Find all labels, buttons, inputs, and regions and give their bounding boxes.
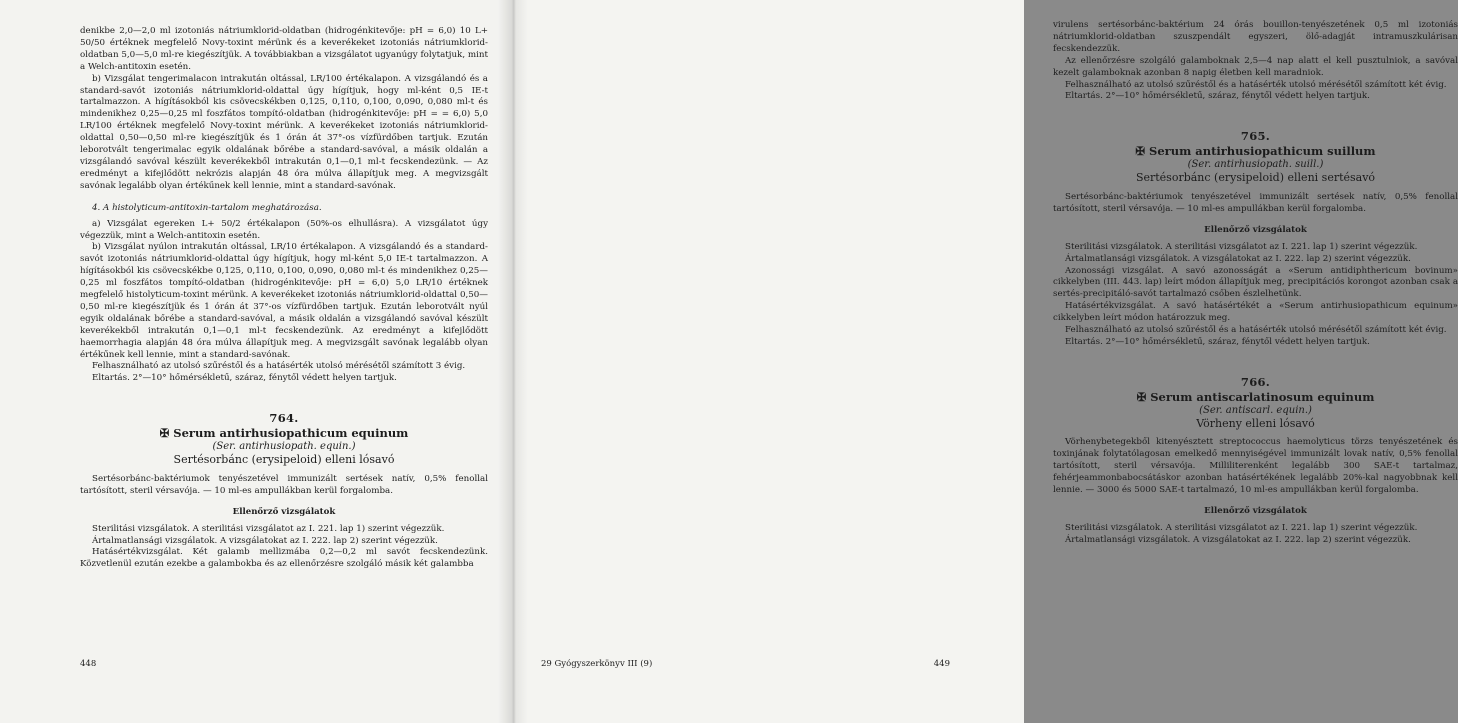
- control-heading: Ellenőrző vizsgálatok: [1204, 506, 1307, 516]
- paragraph: a) Vizsgálat egereken L+ 50/2 értékalapon (50%-os elhullásra). A vizsgálatot úgy végezzük, mint a Welch-antitoxin esetén.: [80, 218, 488, 241]
- control-item: Sterilitási vizsgálatok. A sterilitási vizsgálatot az I. 221. lap 1) szerint végezzük.: [1065, 241, 1418, 252]
- section-heading: 4. A histolyticum-antitoxin-tartalom meghatározása.: [92, 202, 322, 213]
- page-number: 449: [933, 659, 950, 669]
- control-heading: Ellenőrző vizsgálatok: [1204, 224, 1307, 235]
- entry-name: Sertésorbánc (erysipeloid) elleni lósavó: [173, 453, 395, 466]
- entry-number: 765.: [1240, 129, 1271, 144]
- control-heading: Ellenőrző vizsgálatok: [232, 506, 336, 517]
- control-item: Sterilitási vizsgálatok. A sterilitási vizsgálatot az I. 221. lap 1) szerint végezzük.: [1065, 522, 1418, 533]
- control-item: Hatásértékvizsgálat. Két galamb mellizmába 0,2—0,2 ml savót fecskendezünk. Közvetlenül ezután ezekbe a galambokba és az ellenőrzésre szolgáló másik két galambba: [80, 547, 488, 570]
- control-item: Ártalmatlansági vizsgálatok. A vizsgálatokat az I. 222. lap 2) szerint végezzük.: [92, 535, 438, 546]
- page-number: 448: [80, 659, 97, 669]
- paragraph: b) Vizsgálat nyúlon intrakután oltással, LR/10 értékalapon. A vizsgálandó és a standard-savót izotoniás nátriumklorid-oldattal úgy hígítjuk, hogy ml-ként 5,0 IE-t tartalmazzon. A hígításokból kis csövecskékbe 0,125, 0,110, 0,100, 0,090, 0,080 ml-t és mindenikhez 0,25—0,25 ml foszfátos tompító-oldatban (hidrogénkitevője: pH = 6,0) 5,0 LR/10 értéknek megfelelő histolyticum-toxint mérünk. A keverékeket izotoniás nátriumklorid-oldattal 0,50—0,50 ml-re kiegészítjük és 1 órán át 37°-os vízfürdőben tartjuk. Ezután leborotvált nyúl egyik oldalának bőrébe a standard-savóval, a másik oldalán a vizsgálandó savóval készült keverékekből intrakután 0,1—0,1 ml-t fecskendezünk. Az eredményt a kifejlődött haemorrhagia alapján 48 óra múlva állapítjuk meg. A megvizsgált savónak legalább olyan értékűnek kell lennie, mint a standard-savónak.: [80, 242, 488, 360]
- paragraph: b) Vizsgálat tengerimalacon intrakután oltással, LR/100 értékalapon. A vizsgálandó és a standard-savót izotoniás nátriumklorid-oldattal úgy hígítjuk, hogy ml-ként 0,5 IE-t tartalmazzon. A hígításokból kis csövecskékben 0,125, 0,110, 0,100, 0,090, 0,080 ml-t és mindenikhez 0,25—0,25 ml foszfátos tompító-oldatban (hidrogénkitevője: pH = = 6,0) 5,0 LR/100 értéknek megfelelő Novy-toxint mérünk. A keverékeket izotoniás nátriumklorid-oldattal 0,50—0,50 ml-re kiegészítjük és 1 órán át 37°-os vízfürdőben tartjuk. Ezután leborotvált tengerimalac egyik oldalának bőrébe a standard-savóval, a másik oldalán a vizsgálandó savóval készült keverékekből intrakután 0,1—0,1 ml-t fecskendezünk. — Az eredményt a kifejlődött nekrózis alapján 48 óra múlva állapítjuk meg. A megvizsgált savónak legalább olyan értékűnek kell lennie, mint a standard-savónak.: [80, 73, 488, 191]
- entry-title: ✠ Serum antirhusiopathicum equinum: [159, 426, 409, 441]
- control-item: Ártalmatlansági vizsgálatok. A vizsgálatokat az I. 222. lap 2) szerint végezzük.: [1065, 253, 1411, 264]
- entry-title: ✠ Serum antirhusiopathicum suillum: [1135, 144, 1376, 159]
- left-column: [80, 26, 488, 571]
- entry-abbreviation: (Ser. antirhusiopath. suill.): [1187, 159, 1324, 171]
- signature-mark: 29 Gyógyszerkönyv III (9): [541, 659, 653, 669]
- paragraph: Az ellenőrzésre szolgáló galamboknak 2,5—4 nap alatt el kell pusztulniok, a savóval kezelt galamboknak azonban 8 napig életben kell maradniok.: [1053, 55, 1458, 78]
- paragraph: denikbe 2,0—2,0 ml izotoniás nátriumklorid-oldatban (hidrogénkitevője: pH = 6,0) 10 L+ 50/50 értéknek megfelelő Novy-toxint mérünk és a keverékeket izotoniás nátriumklorid-oldatban 5,0—5,0 ml-re kiegészítjük. A továbbiakban a vizsgálatot ugyanúgy folytatjuk, mint a Welch-antitoxin esetén.: [80, 26, 488, 72]
- entry-number: 766.: [1240, 374, 1271, 389]
- control-item: Hatásértékvizsgálat. A savó hatásértékét a «Serum antirhusiopathicum equinum» cikkelyben leírt módon határozzuk meg.: [1053, 301, 1458, 324]
- entry-name: Sertésorbánc (erysipeloid) elleni sertésavó: [1135, 171, 1376, 185]
- control-item: Sterilitási vizsgálatok. A sterilitási vizsgálatot az I. 221. lap 1) szerint végezzük.: [92, 523, 445, 534]
- entry-abbreviation: (Ser. antiscarl. equin.): [1199, 404, 1312, 416]
- paragraph: Felhasználható az utolsó szűréstől és a hatásérték utolsó mérésétől számított két évig.: [1065, 79, 1447, 90]
- paragraph: Eltartás. 2°—10° hőmérsékletű, száraz, fénytől védett helyen tartjuk.: [92, 373, 397, 384]
- right-page: [512, 0, 1458, 723]
- book-gutter-shadow: [498, 0, 528, 723]
- control-item: Eltartás. 2°—10° hőmérsékletű, száraz, fénytől védett helyen tartjuk.: [1065, 336, 1370, 347]
- entry-name: Vörheny elleni lósavó: [1196, 416, 1315, 430]
- paragraph: virulens sertésorbánc-baktérium 24 órás bouillon-tenyészetének 0,5 ml izotoniás nátriumklorid-oldatban szuszpendált egyszeri, ölő-adagját intramuszkulárisan fecskendezzük.: [1053, 20, 1458, 54]
- control-item: Azonossági vizsgálat. A savó azonosságát a «Serum antidiphthericum bovinum» cikkelyben (III. 443. lap) leírt módon állapítjuk meg, precipitációs korongot azonban csak a sertés-precipitáló-savót tartalmazó csőben észlelhetünk.: [1053, 265, 1458, 300]
- entry-title: ✠ Serum antiscarlatinosum equinum: [1136, 389, 1375, 404]
- left-page: [0, 0, 512, 723]
- control-item: Ártalmatlansági vizsgálatok. A vizsgálatokat az I. 222. lap 2) szerint végezzük.: [1065, 534, 1411, 545]
- entry-body: Vörhenybetegekből kitenyésztett streptococcus haemolyticus törzs tenyészetének és toxinjának folytatólagosan emelkedő mennyiségével immunizált lovak natív, 0,5% fenollal tartósított, steril vérsavója. Milliliterenként legalább 300 SAE-t tartalmaz, fehérjeammonbabocsátáskor azonban hatásértékének legalább 20%-kal nagyobbnak kell lennie. — 3000 és 5000 SAE-t tartalmazó, 10 ml-es ampullákban kerül forgalomba.: [1053, 437, 1458, 496]
- entry-abbreviation: (Ser. antirhusiopath. equin.): [212, 441, 356, 453]
- paragraph: Felhasználható az utolsó szűréstől és a hatásérték utolsó mérésétől számított 3 évig.: [92, 361, 466, 372]
- entry-body: Sertésorbánc-baktériumok tenyészetével immunizált sertések natív, 0,5% fenollal tartósított, steril vérsavója. — 10 ml-es ampullákban kerül forgalomba.: [80, 473, 488, 496]
- paragraph: Eltartás. 2°—10° hőmérsékletű, száraz, fénytől védett helyen tartjuk.: [1065, 91, 1370, 102]
- right-column: [1053, 20, 1458, 547]
- entry-body: Sertésorbánc-baktériumok tenyészetével immunizált sertések natív, 0,5% fenollal tartósított, steril vérsavója. — 10 ml-es ampullákban kerül forgalomba.: [1053, 191, 1458, 214]
- entry-number: 764.: [269, 411, 299, 426]
- control-item: Felhasználható az utolsó szűréstől és a hatásérték utolsó mérésétől számított két évig.: [1065, 325, 1447, 336]
